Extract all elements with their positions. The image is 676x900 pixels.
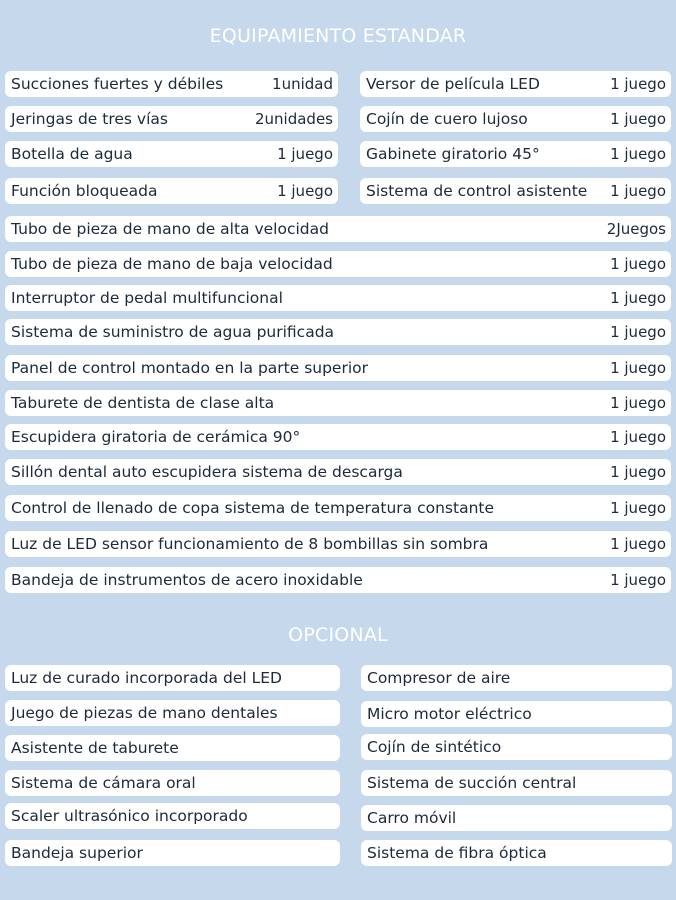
item-qty: 2Juegos (606, 220, 666, 238)
item-label: Asistente de taburete (11, 739, 179, 757)
item-label: Cojín de cuero lujoso (366, 110, 528, 128)
item-label: Control de llenado de copa sistema de temperatura constante (11, 499, 495, 517)
item-label: Función bloqueada (11, 182, 158, 200)
item-label: Carro móvil (367, 809, 457, 827)
item-qty: 1 juego (277, 182, 333, 200)
standard-item (5, 71, 338, 97)
item-label: Luz de LED sensor funcionamiento de 8 bombillas sin sombra (11, 535, 489, 553)
item-qty: 1 juego (610, 145, 666, 163)
optional-item (5, 735, 340, 761)
item-label: Sistema de fibra óptica (367, 844, 547, 862)
standard-item (360, 178, 671, 204)
optional-item (361, 805, 672, 831)
item-label: Sillón dental auto escupidera sistema de descarga (11, 463, 403, 481)
standard-item (5, 459, 671, 485)
item-label: Scaler ultrasónico incorporado (11, 807, 248, 825)
item-qty: 1 juego (610, 463, 666, 481)
item-qty: 1 juego (610, 110, 666, 128)
standard-item (5, 355, 671, 381)
standard-item (5, 390, 671, 416)
item-label: Gabinete giratorio 45° (366, 145, 540, 163)
item-label: Bandeja superior (11, 844, 143, 862)
standard-item (5, 106, 338, 132)
item-label: Compresor de aire (367, 669, 511, 687)
standard-item (5, 495, 671, 521)
standard-item (360, 71, 671, 97)
item-label: Sistema de cámara oral (11, 774, 196, 792)
item-qty: 1 juego (610, 75, 666, 93)
item-qty: 1 juego (277, 145, 333, 163)
item-qty: 1 juego (610, 359, 666, 377)
item-label: Tubo de pieza de mano de alta velocidad (11, 220, 329, 238)
item-label: Interruptor de pedal multifuncional (11, 289, 283, 307)
optional-item (5, 665, 340, 691)
item-label: Botella de agua (11, 145, 133, 163)
item-qty: 1 juego (610, 499, 666, 517)
item-label: Versor de película LED (366, 75, 540, 93)
standard-item (5, 319, 671, 345)
standard-item (5, 178, 338, 204)
item-qty: 1 juego (610, 323, 666, 341)
item-label: Cojín de sintético (367, 738, 502, 756)
item-qty: 1 juego (610, 535, 666, 553)
item-label: Escupidera giratoria de cerámica 90° (11, 428, 301, 446)
standard-item (5, 285, 671, 311)
optional-item (361, 665, 672, 691)
item-label: Tubo de pieza de mano de baja velocidad (11, 255, 333, 273)
item-qty: 1 juego (610, 394, 666, 412)
standard-item (5, 141, 338, 167)
optional-item (5, 803, 340, 829)
optional-item (5, 700, 340, 726)
item-qty: 1 juego (610, 428, 666, 446)
item-label: Succiones fuertes y débiles (11, 75, 224, 93)
standard-item (360, 141, 671, 167)
standard-section-title: EQUIPAMIENTO ESTANDAR (209, 25, 467, 47)
item-qty: 2unidades (254, 110, 333, 128)
optional-item (361, 734, 672, 760)
standard-item (5, 567, 671, 593)
item-label: Panel de control montado en la parte superior (11, 359, 369, 377)
item-qty: 1 juego (610, 571, 666, 589)
standard-item (360, 106, 671, 132)
standard-item (5, 531, 671, 557)
item-label: Juego de piezas de mano dentales (11, 704, 278, 722)
item-label: Jeringas de tres vías (11, 110, 168, 128)
item-qty: 1 juego (610, 255, 666, 273)
optional-item (361, 701, 672, 727)
standard-item (5, 424, 671, 450)
optional-section-title: OPCIONAL (288, 624, 388, 646)
optional-item (5, 840, 340, 866)
optional-item (361, 770, 672, 796)
optional-item (361, 840, 672, 866)
standard-item (5, 251, 671, 277)
standard-item (5, 216, 671, 242)
item-label: Bandeja de instrumentos de acero inoxidable (11, 571, 363, 589)
item-qty: 1 juego (610, 289, 666, 307)
item-label: Sistema de suministro de agua purificada (11, 323, 335, 341)
item-label: Luz de curado incorporada del LED (11, 669, 282, 687)
item-qty: 1 juego (610, 182, 666, 200)
item-qty: 1unidad (272, 75, 333, 93)
item-label: Sistema de succión central (367, 774, 577, 792)
item-label: Taburete de dentista de clase alta (11, 394, 275, 412)
item-label: Micro motor eléctrico (367, 705, 532, 723)
optional-item (5, 770, 340, 796)
item-label: Sistema de control asistente (366, 182, 588, 200)
